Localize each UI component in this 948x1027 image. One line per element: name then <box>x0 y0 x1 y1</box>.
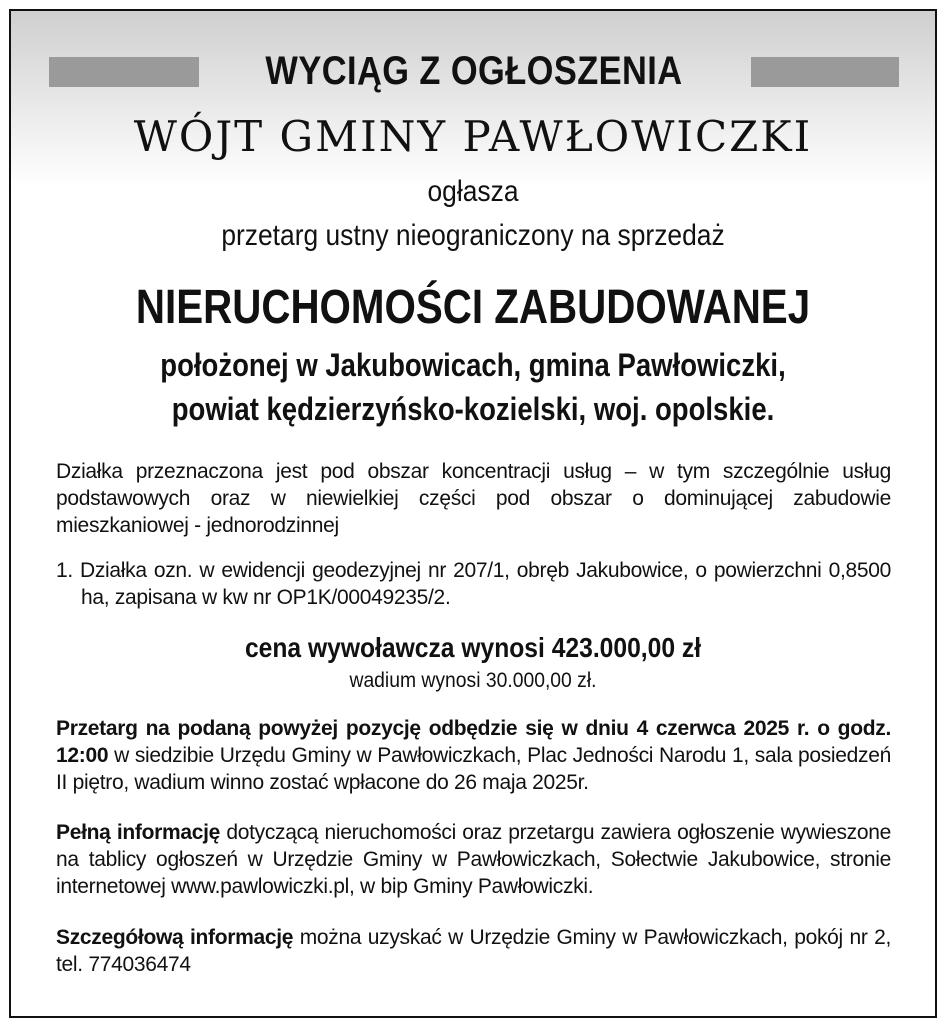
announces-text: ogłasza <box>427 175 519 208</box>
detail-bold: Szczegółową informację <box>56 926 294 949</box>
tender-type: przetarg ustny nieograniczony na sprzedaż <box>221 219 725 252</box>
announcement-frame <box>9 9 937 1018</box>
purpose-paragraph: Działka przeznaczona jest pod obszar koncentracji usług – w tym szczególnie usług podstawowych oraz w niewielkiej części pod obszar o dominującej zabudowie mieszkaniowej - jednorodzinnej <box>56 460 891 537</box>
tender-paragraph <box>56 715 891 796</box>
info-details: dotyczącą nieruchomości oraz przetargu zawiera ogłoszenie wywieszone na tablicy ogłoszeń w Urzędzie Gminy w Pawłowiczkach, Sołectwie Jakubowice, stronie internetowej www.pawlowiczki.pl, w bip Gminy Pawłowiczki. <box>56 821 891 898</box>
subject-title: NIERUCHOMOŚCI ZABUDOWANEJ <box>135 281 811 334</box>
detail-contact: można uzyskać w Urzędzie Gminy w Pawłowiczkach, pokój nr 2, tel. 774036474 <box>56 926 891 976</box>
starting-price: cena wywoławcza wynosi 423.000,00 zł <box>244 632 702 663</box>
deposit-amount: wadium wynosi 30.000,00 zł. <box>349 669 597 692</box>
location-line-2: powiat kędzierzyńsko-kozielski, woj. opolskie. <box>171 391 775 427</box>
announcement-title: WYCIĄG Z OGŁOSZENIA <box>265 49 683 93</box>
info-paragraph <box>56 819 891 900</box>
location-line-1: położonej w Jakubowicach, gmina Pawłowiczki, <box>160 347 786 383</box>
authority-name: WÓJT GMINY PAWŁOWICZKI <box>133 112 813 161</box>
tender-details: w siedzibie Urzędu Gminy w Pawłowiczkach, Plac Jedności Narodu 1, sala posiedzeń II piętro, wadium winno zostać wpłacone do 26 maja 2025r. <box>56 744 891 794</box>
detail-paragraph <box>56 924 891 978</box>
info-bold: Pełną informację <box>56 821 221 844</box>
header-row <box>49 45 899 97</box>
plot-item: 1. Działka ozn. w ewidencji geodezyjnej nr 207/1, obręb Jakubowice, o powierzchni 0,8500 ha, zapisana w kw nr OP1K/00049235/2. <box>56 559 891 609</box>
tender-date-bold: Przetarg na podaną powyżej pozycję odbędzie się w dniu 4 czerwca 2025 r. o godz. 12:00 <box>56 717 891 767</box>
